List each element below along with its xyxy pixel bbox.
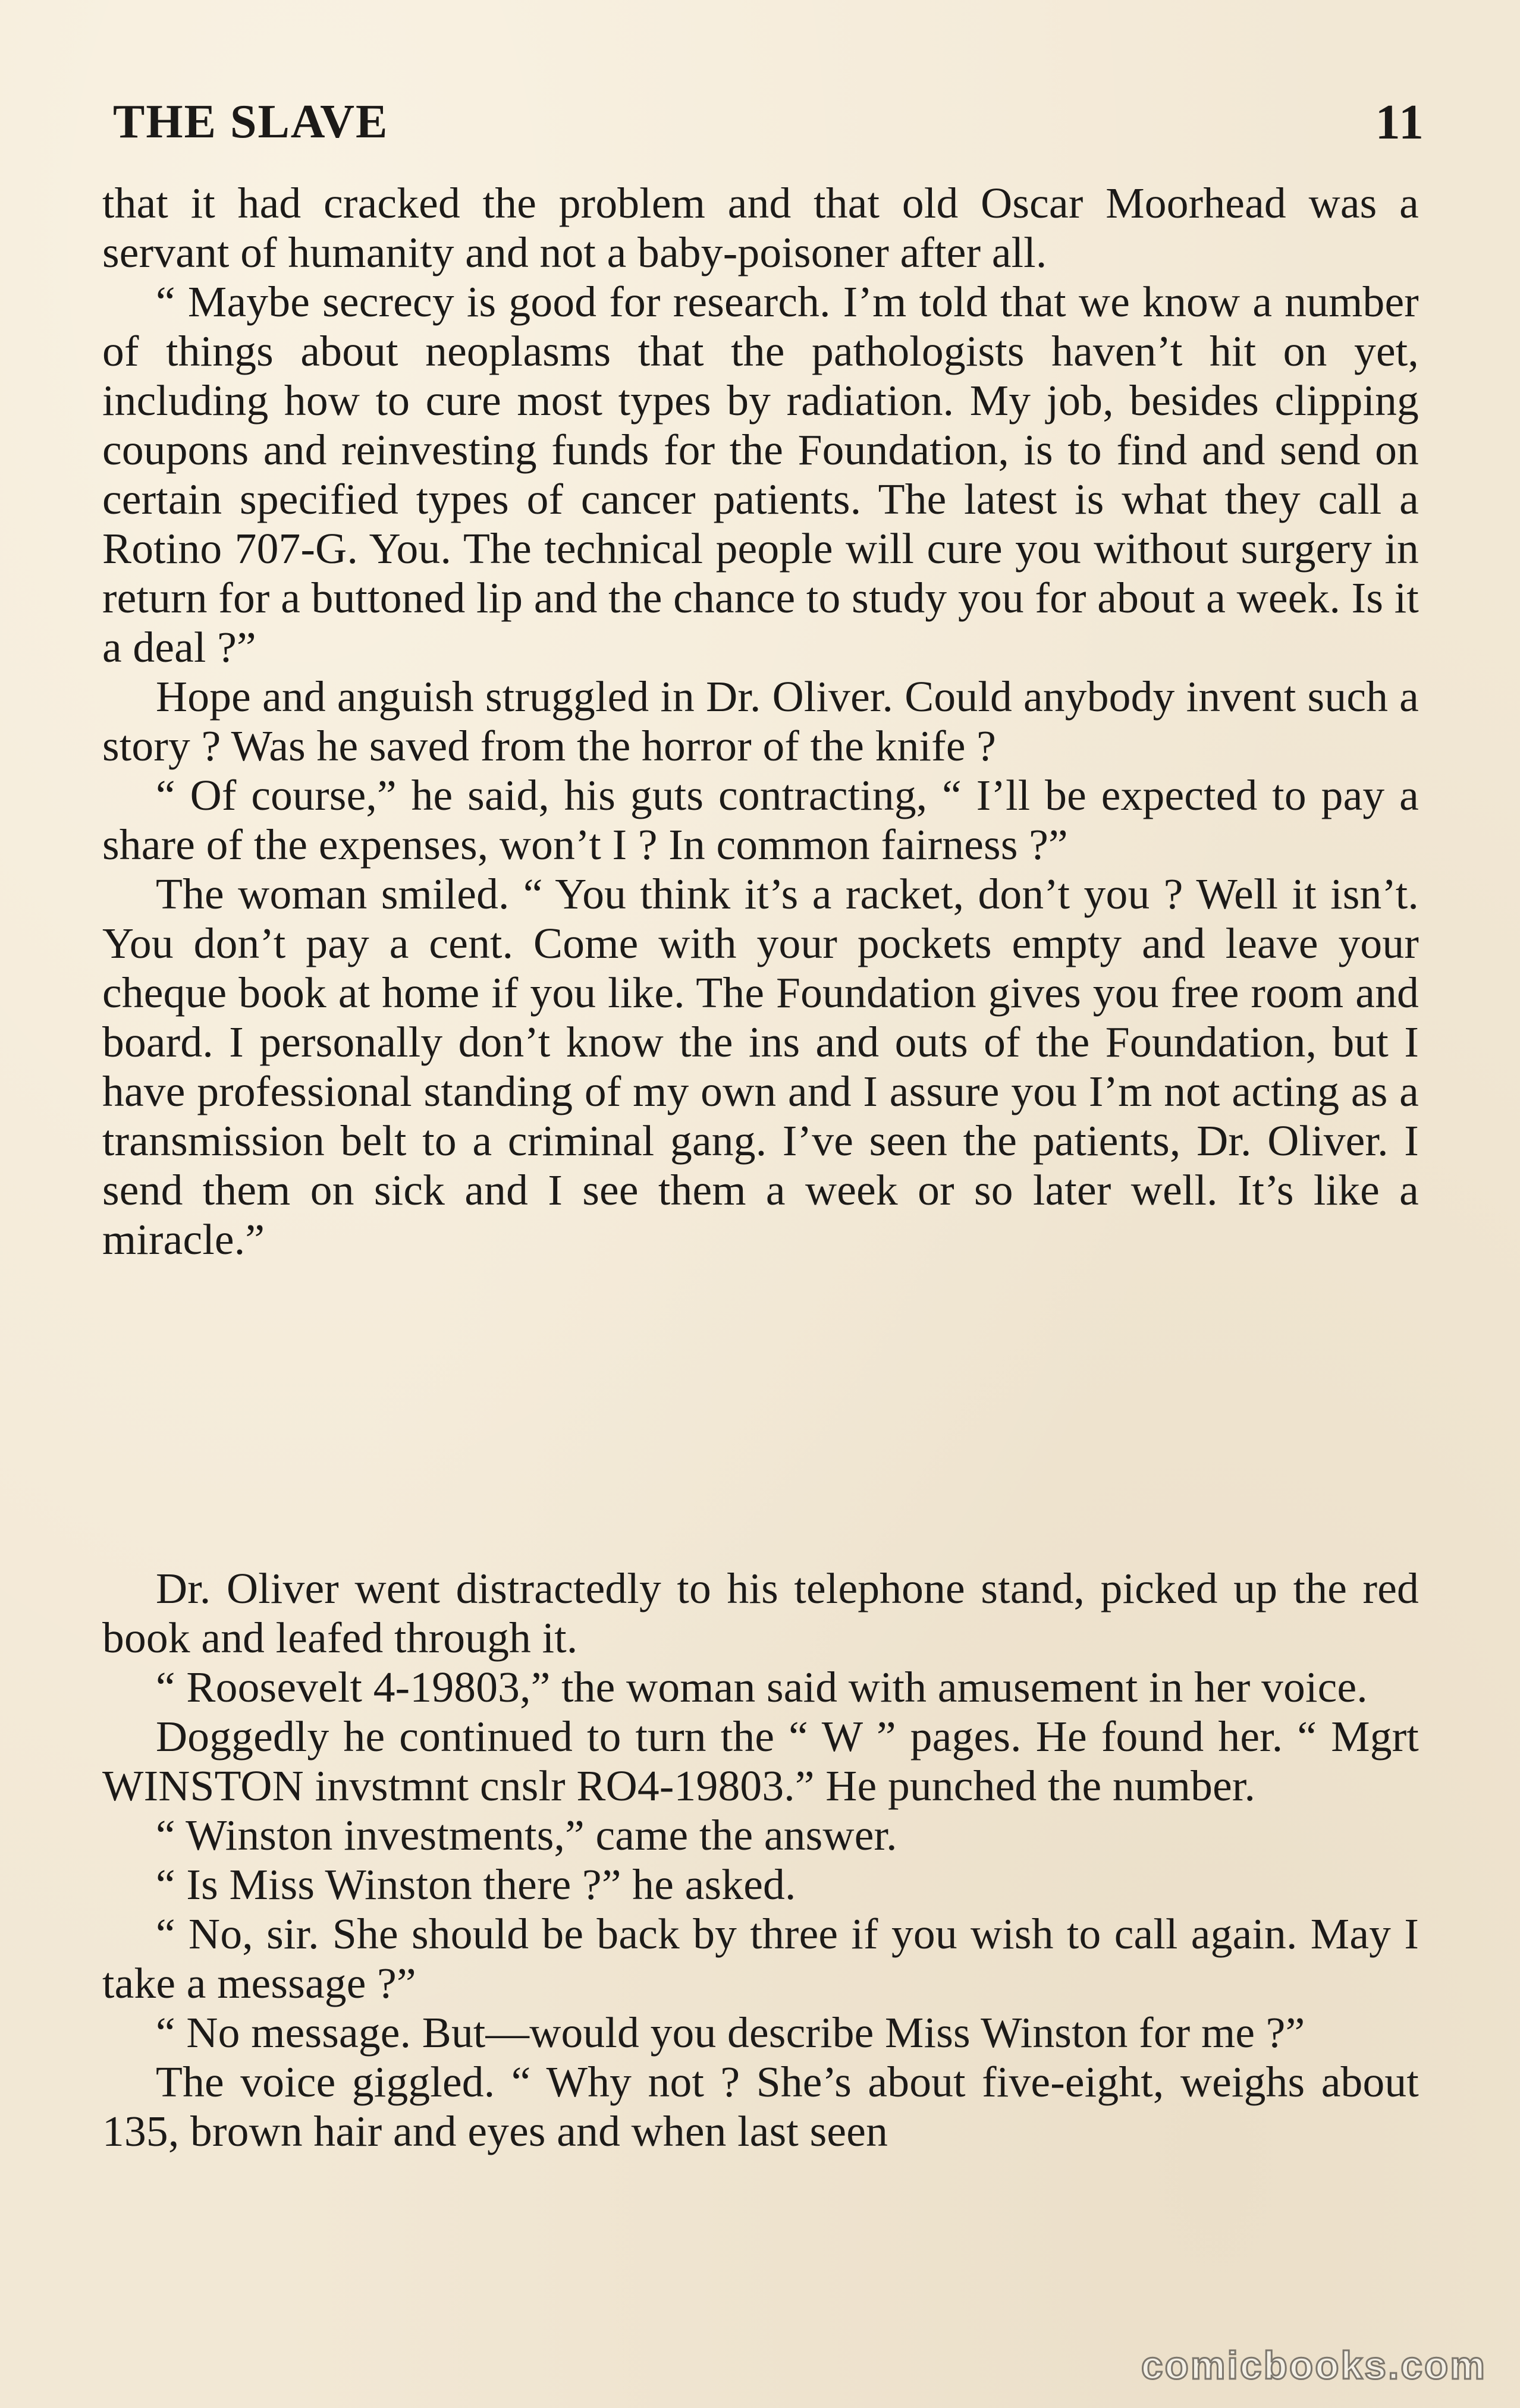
text-section-one — [102, 178, 1419, 1264]
paragraph: “ No, sir. She should be back by three if you wish to call again. May I take a message ?” — [102, 1910, 1419, 2007]
paragraph: The voice giggled. “ Why not ? She’s about five-eight, weighs about 135, brown hair and eyes and when last seen — [102, 2058, 1419, 2155]
running-title: THE SLAVE — [113, 95, 389, 148]
paragraph: “ Of course,” he said, his guts contracting, “ I’ll be expected to pay a share of the expenses, won’t I ? In common fairness ?” — [102, 771, 1419, 869]
page-number: 11 — [1375, 94, 1425, 150]
paragraph: Dr. Oliver went distractedly to his telephone stand, picked up the red book and leafed through it. — [102, 1564, 1419, 1662]
paragraph: Doggedly he continued to turn the “ W ” pages. He found her. “ Mgrt WINSTON invstmnt cnslr RO4-19803.” He punched the number. — [102, 1712, 1419, 1810]
paragraph: Hope and anguish struggled in Dr. Oliver. Could anybody invent such a story ? Was he saved from the horror of the knife ? — [102, 672, 1419, 770]
paragraph: The woman smiled. “ You think it’s a racket, don’t you ? Well it isn’t. You don’t pay a cent. Come with your pockets empty and leave your cheque book at home if you like. The Foundation gives you free room and board. I personally don’t know the ins and outs of the Foundation, but I have professional standing of my own and I assure you I’m not acting as a transmission belt to a criminal gang. I’ve seen the patients, Dr. Oliver. I send them on sick and I see them a week or so later well. It’s like a miracle.” — [102, 870, 1419, 1263]
paragraph: “ Winston investments,” came the answer. — [156, 1811, 897, 1859]
paragraph: “ Is Miss Winston there ?” he asked. — [156, 1860, 796, 1909]
paragraph: “ Maybe secrecy is good for research. I’m told that we know a number of things about neoplasms that the pathologists haven’t hit on yet, including how to cure most types by radiation. My job, besides clipping coupons and reinvesting funds for the Foundation, is to find and send on certain specified types of cancer patients. The latest is what they call a Rotino 707-G. You. The technical people will cure you without surgery in return for a buttoned lip and the chance to study you for about a week. Is it a deal ?” — [102, 278, 1419, 671]
paragraph: “ Roosevelt 4-19803,” the woman said with amusement in her voice. — [156, 1663, 1368, 1711]
running-header — [113, 89, 1425, 155]
site-watermark: comicbooks.com — [1141, 2343, 1487, 2387]
paragraph: “ No message. But—would you describe Miss Winston for me ?” — [156, 2008, 1305, 2057]
text-section-two — [102, 1564, 1419, 2156]
paragraph: that it had cracked the problem and that old Oscar Moorhead was a servant of humanity and not a baby-poisoner after all. — [102, 179, 1419, 276]
